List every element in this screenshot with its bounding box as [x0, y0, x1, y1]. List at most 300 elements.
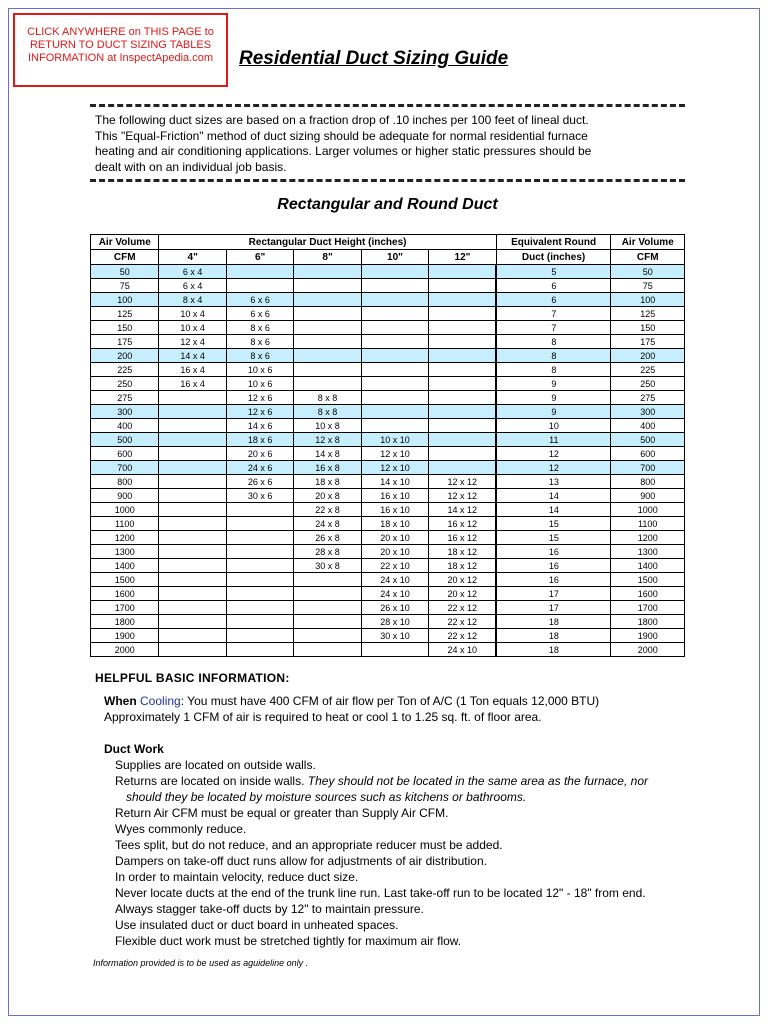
cell-h12: [429, 419, 497, 433]
cell-cfm-r: 225: [611, 363, 685, 377]
cell-cfm: 1800: [91, 615, 159, 629]
cell-cfm-r: 275: [611, 391, 685, 405]
divider-bottom: [90, 179, 685, 182]
approx-line: Approximately 1 CFM of air is required to heat or cool 1 to 1.25 sq. ft. of floor area.: [104, 710, 542, 724]
cell-h4: [159, 517, 226, 531]
cell-h8: [294, 321, 361, 335]
cell-round: 7: [496, 321, 611, 335]
cell-h6: [226, 587, 293, 601]
table-row: [91, 307, 685, 321]
cell-h12: [429, 293, 497, 307]
table-row: [91, 475, 685, 489]
header-air-volume-right: Air Volume: [611, 235, 685, 250]
table-row: [91, 629, 685, 643]
cell-h4: [159, 405, 226, 419]
cell-h8: [294, 265, 361, 279]
cell-h12: [429, 349, 497, 363]
cell-h12: [429, 447, 497, 461]
cell-h6: 30 x 6: [226, 489, 293, 503]
cell-round: 14: [496, 503, 611, 517]
cell-h6: [226, 559, 293, 573]
intro-line: dealt with on an individual job basis.: [95, 159, 287, 174]
cell-h4: [159, 419, 226, 433]
header-rect-height: Rectangular Duct Height (inches): [159, 235, 496, 250]
cell-h4: [159, 601, 226, 615]
cell-cfm: 1900: [91, 629, 159, 643]
header-duct-inches: Duct (inches): [496, 250, 611, 265]
cell-h8: 14 x 8: [294, 447, 361, 461]
header-cfm-right: CFM: [611, 250, 685, 265]
cell-h4: 8 x 4: [159, 293, 226, 307]
cooling-line: [95, 693, 735, 709]
cell-h8: 22 x 8: [294, 503, 361, 517]
cell-h10: 20 x 10: [361, 531, 428, 545]
when-label: When: [104, 694, 137, 708]
cell-h10: [361, 391, 428, 405]
table-row: [91, 349, 685, 363]
cell-h12: 22 x 12: [429, 601, 497, 615]
cell-h8: 8 x 8: [294, 405, 361, 419]
cell-round: 6: [496, 293, 611, 307]
cell-h12: 20 x 12: [429, 587, 497, 601]
cell-h6: [226, 573, 293, 587]
cell-cfm: 125: [91, 307, 159, 321]
cell-h10: 12 x 10: [361, 461, 428, 475]
cell-cfm-r: 200: [611, 349, 685, 363]
cell-h10: 18 x 10: [361, 517, 428, 531]
cell-cfm-r: 1300: [611, 545, 685, 559]
cell-h4: [159, 433, 226, 447]
cell-h12: [429, 405, 497, 419]
header-height-4: 4": [159, 250, 226, 265]
cell-h6: [226, 545, 293, 559]
list-item: Dampers on take-off duct runs allow for adjustments of air distribution.: [115, 854, 487, 868]
cell-h8: [294, 293, 361, 307]
table-row: [91, 335, 685, 349]
cell-cfm-r: 1600: [611, 587, 685, 601]
cell-h8: [294, 587, 361, 601]
returns-plain: Returns are located on inside walls.: [115, 774, 305, 788]
cell-h10: [361, 265, 428, 279]
cell-cfm-r: 2000: [611, 643, 685, 657]
cell-h4: 10 x 4: [159, 307, 226, 321]
cell-h10: [361, 349, 428, 363]
cell-h4: [159, 643, 226, 657]
cell-h10: 16 x 10: [361, 503, 428, 517]
cell-h8: 24 x 8: [294, 517, 361, 531]
cell-h8: 20 x 8: [294, 489, 361, 503]
cell-h6: 8 x 6: [226, 335, 293, 349]
list-item: Flexible duct work must be stretched tightly for maximum air flow.: [115, 934, 462, 948]
cell-h4: 14 x 4: [159, 349, 226, 363]
cell-cfm: 400: [91, 419, 159, 433]
table-row: [91, 615, 685, 629]
cell-cfm: 1700: [91, 601, 159, 615]
table-row: [91, 461, 685, 475]
cell-h10: [361, 321, 428, 335]
cell-h4: [159, 573, 226, 587]
cell-h12: [429, 363, 497, 377]
header-height-6: 6": [226, 250, 293, 265]
cell-cfm-r: 900: [611, 489, 685, 503]
cell-h6: 12 x 6: [226, 391, 293, 405]
table-row: [91, 363, 685, 377]
notice-line-1[interactable]: CLICK ANYWHERE on THIS PAGE to: [27, 26, 214, 38]
cell-cfm-r: 1900: [611, 629, 685, 643]
cell-cfm: 700: [91, 461, 159, 475]
cell-h10: [361, 293, 428, 307]
table-row: [91, 587, 685, 601]
cell-cfm-r: 1700: [611, 601, 685, 615]
table-row: [91, 643, 685, 657]
cell-cfm: 1200: [91, 531, 159, 545]
table-row: [91, 419, 685, 433]
cell-h12: [429, 307, 497, 321]
cell-h10: 10 x 10: [361, 433, 428, 447]
cell-h4: 16 x 4: [159, 363, 226, 377]
header-equiv-round: Equivalent Round: [496, 235, 611, 250]
list-item: Always stagger take-off ducts by 12" to maintain pressure.: [115, 902, 424, 916]
table-row: [91, 293, 685, 307]
cell-cfm: 1500: [91, 573, 159, 587]
duct-table-body: [91, 265, 685, 657]
cell-h6: 12 x 6: [226, 405, 293, 419]
return-link-notice[interactable]: [13, 13, 228, 87]
cell-h10: 30 x 10: [361, 629, 428, 643]
cell-cfm-r: 150: [611, 321, 685, 335]
returns-italic-cont: should they be located by moisture sources such as kitchens or bathrooms.: [126, 790, 527, 804]
cell-h8: 12 x 8: [294, 433, 361, 447]
cell-h6: [226, 279, 293, 293]
table-row: [91, 447, 685, 461]
cell-cfm-r: 600: [611, 447, 685, 461]
cell-h6: 18 x 6: [226, 433, 293, 447]
table-row: [91, 559, 685, 573]
cell-round: 12: [496, 447, 611, 461]
table-row: [91, 405, 685, 419]
cell-cfm: 1400: [91, 559, 159, 573]
cell-h6: [226, 517, 293, 531]
cell-round: 12: [496, 461, 611, 475]
cell-cfm-r: 500: [611, 433, 685, 447]
cell-cfm: 150: [91, 321, 159, 335]
cell-h8: [294, 377, 361, 391]
table-row: [91, 489, 685, 503]
cell-h8: [294, 363, 361, 377]
table-row: [91, 279, 685, 293]
cell-cfm-r: 175: [611, 335, 685, 349]
table-row: [91, 573, 685, 587]
cell-h12: [429, 279, 497, 293]
cell-round: 8: [496, 363, 611, 377]
cell-h4: [159, 461, 226, 475]
cell-h12: [429, 265, 497, 279]
cell-h8: 26 x 8: [294, 531, 361, 545]
cell-cfm: 600: [91, 447, 159, 461]
table-row: [91, 265, 685, 279]
cooling-text: : You must have 400 CFM of air flow per Ton of A/C (1 Ton equals 12,000 BTU): [180, 694, 600, 708]
table-row: [91, 391, 685, 405]
cell-cfm-r: 1400: [611, 559, 685, 573]
cell-h4: [159, 503, 226, 517]
cooling-label: Cooling: [140, 694, 181, 708]
cell-round: 16: [496, 559, 611, 573]
cell-round: 17: [496, 587, 611, 601]
cell-h6: [226, 503, 293, 517]
cell-h10: 26 x 10: [361, 601, 428, 615]
cell-round: 9: [496, 391, 611, 405]
cell-round: 8: [496, 335, 611, 349]
disclaimer: Information provided is to be used as aguideline only .: [93, 958, 309, 968]
cell-h8: [294, 601, 361, 615]
list-item: Supplies are located on outside walls.: [115, 758, 316, 772]
cell-cfm: 1100: [91, 517, 159, 531]
cell-h6: 8 x 6: [226, 321, 293, 335]
cell-cfm: 50: [91, 265, 159, 279]
cell-h4: [159, 629, 226, 643]
cell-cfm: 100: [91, 293, 159, 307]
cell-cfm-r: 1500: [611, 573, 685, 587]
cell-h12: 14 x 12: [429, 503, 497, 517]
cell-h8: [294, 643, 361, 657]
cell-h10: 14 x 10: [361, 475, 428, 489]
cell-h8: [294, 335, 361, 349]
intro-line: heating and air conditioning applications. Larger volumes or higher static pressures should be: [95, 144, 592, 158]
cell-h12: 24 x 10: [429, 643, 497, 657]
cell-h6: [226, 601, 293, 615]
ductwork-list: [115, 757, 735, 949]
cell-h10: [361, 363, 428, 377]
notice-line-2[interactable]: RETURN TO DUCT SIZING TABLES: [29, 39, 212, 51]
cell-cfm: 250: [91, 377, 159, 391]
notice-line-3[interactable]: INFORMATION at InspectApedia.com: [27, 52, 214, 64]
table-subtitle: Rectangular and Round Duct: [277, 196, 498, 213]
cell-h10: [361, 643, 428, 657]
list-item: Use insulated duct or duct board in unheated spaces.: [115, 918, 399, 932]
cell-round: 17: [496, 601, 611, 615]
cell-h12: 20 x 12: [429, 573, 497, 587]
cell-cfm-r: 125: [611, 307, 685, 321]
cell-h8: 28 x 8: [294, 545, 361, 559]
cell-cfm-r: 100: [611, 293, 685, 307]
cell-h4: [159, 545, 226, 559]
cell-round: 5: [496, 265, 611, 279]
cell-h12: 22 x 12: [429, 615, 497, 629]
cell-h12: [429, 321, 497, 335]
cell-h6: [226, 265, 293, 279]
cell-h10: 28 x 10: [361, 615, 428, 629]
table-row: [91, 321, 685, 335]
header-height-8: 8": [294, 250, 361, 265]
cell-h10: 24 x 10: [361, 573, 428, 587]
cell-cfm-r: 1100: [611, 517, 685, 531]
intro-line: The following duct sizes are based on a fraction drop of .10 inches per 100 feet of lineal duct.: [95, 113, 589, 127]
divider-top: [90, 104, 685, 107]
cell-h8: [294, 279, 361, 293]
cell-h4: [159, 531, 226, 545]
cell-h12: 18 x 12: [429, 545, 497, 559]
cell-cfm-r: 800: [611, 475, 685, 489]
cell-h10: 22 x 10: [361, 559, 428, 573]
cell-cfm: 1000: [91, 503, 159, 517]
cell-cfm: 200: [91, 349, 159, 363]
intro-paragraph: [95, 113, 685, 175]
cell-h4: [159, 447, 226, 461]
cell-cfm-r: 1000: [611, 503, 685, 517]
cell-h12: 12 x 12: [429, 475, 497, 489]
cell-cfm: 500: [91, 433, 159, 447]
list-item: Wyes commonly reduce.: [115, 822, 247, 836]
cell-h12: [429, 377, 497, 391]
cell-h6: 10 x 6: [226, 363, 293, 377]
table-row: [91, 545, 685, 559]
cell-h6: 20 x 6: [226, 447, 293, 461]
cell-h6: 8 x 6: [226, 349, 293, 363]
header-height-12: 12": [429, 250, 497, 265]
cell-cfm: 800: [91, 475, 159, 489]
cell-h6: 26 x 6: [226, 475, 293, 489]
cell-round: 9: [496, 405, 611, 419]
ductwork-heading: Duct Work: [104, 742, 164, 756]
cell-round: 14: [496, 489, 611, 503]
cell-cfm-r: 75: [611, 279, 685, 293]
cell-h8: 8 x 8: [294, 391, 361, 405]
cell-h6: 24 x 6: [226, 461, 293, 475]
cell-h12: 18 x 12: [429, 559, 497, 573]
cell-h4: [159, 475, 226, 489]
list-item: Tees split, but do not reduce, and an appropriate reducer must be added.: [115, 838, 503, 852]
cell-h10: [361, 335, 428, 349]
page-title: Residential Duct Sizing Guide: [239, 48, 509, 69]
list-item: In order to maintain velocity, reduce duct size.: [115, 870, 359, 884]
info-heading: HELPFUL BASIC INFORMATION:: [95, 671, 290, 685]
cell-h6: [226, 629, 293, 643]
cell-cfm: 1300: [91, 545, 159, 559]
cell-round: 8: [496, 349, 611, 363]
cell-round: 16: [496, 573, 611, 587]
cell-h8: [294, 573, 361, 587]
cell-h8: [294, 615, 361, 629]
cell-cfm: 225: [91, 363, 159, 377]
cell-cfm-r: 50: [611, 265, 685, 279]
header-air-volume: Air Volume: [91, 235, 159, 250]
table-row: [91, 517, 685, 531]
cell-round: 13: [496, 475, 611, 489]
cell-h4: [159, 489, 226, 503]
cell-h6: [226, 643, 293, 657]
cell-round: 15: [496, 517, 611, 531]
cell-h10: 24 x 10: [361, 587, 428, 601]
cell-round: 15: [496, 531, 611, 545]
table-row: [91, 433, 685, 447]
cell-cfm-r: 250: [611, 377, 685, 391]
cell-h10: 12 x 10: [361, 447, 428, 461]
header-cfm: CFM: [91, 250, 159, 265]
cell-h12: [429, 335, 497, 349]
cell-h4: 16 x 4: [159, 377, 226, 391]
cell-cfm: 300: [91, 405, 159, 419]
cell-cfm: 2000: [91, 643, 159, 657]
cell-h10: 20 x 10: [361, 545, 428, 559]
cell-h4: 10 x 4: [159, 321, 226, 335]
cell-h12: 12 x 12: [429, 489, 497, 503]
table-row: [91, 377, 685, 391]
cell-h8: [294, 349, 361, 363]
cell-h8: 10 x 8: [294, 419, 361, 433]
cell-h10: [361, 419, 428, 433]
cell-h8: 18 x 8: [294, 475, 361, 489]
header-height-10: 10": [361, 250, 428, 265]
cell-h6: 6 x 6: [226, 307, 293, 321]
list-item: Never locate ducts at the end of the trunk line run. Last take-off run to be located 12" - 18" from end.: [115, 886, 646, 900]
cell-h8: 16 x 8: [294, 461, 361, 475]
cell-cfm-r: 1800: [611, 615, 685, 629]
cell-h6: 10 x 6: [226, 377, 293, 391]
cell-h10: [361, 279, 428, 293]
cell-h10: [361, 377, 428, 391]
cell-round: 10: [496, 419, 611, 433]
cell-h12: [429, 433, 497, 447]
cell-cfm-r: 1200: [611, 531, 685, 545]
cell-cfm: 1600: [91, 587, 159, 601]
cell-h6: 14 x 6: [226, 419, 293, 433]
table-row: [91, 503, 685, 517]
cell-h12: 22 x 12: [429, 629, 497, 643]
cell-h12: 16 x 12: [429, 517, 497, 531]
cell-h4: 6 x 4: [159, 265, 226, 279]
cell-round: 9: [496, 377, 611, 391]
returns-italic: They should not be located in the same area as the furnace, nor: [307, 774, 648, 788]
cell-cfm: 900: [91, 489, 159, 503]
cell-h4: 6 x 4: [159, 279, 226, 293]
cell-round: 16: [496, 545, 611, 559]
cell-cfm: 275: [91, 391, 159, 405]
cell-round: 18: [496, 615, 611, 629]
intro-line: This "Equal-Friction" method of duct sizing should be adequate for normal residential furnace: [95, 128, 588, 143]
cell-h4: 12 x 4: [159, 335, 226, 349]
cell-round: 11: [496, 433, 611, 447]
cell-h6: 6 x 6: [226, 293, 293, 307]
list-item: Return Air CFM must be equal or greater than Supply Air CFM.: [115, 806, 449, 820]
cell-cfm-r: 300: [611, 405, 685, 419]
cell-cfm: 75: [91, 279, 159, 293]
cell-cfm-r: 700: [611, 461, 685, 475]
cell-h8: 30 x 8: [294, 559, 361, 573]
duct-size-table: [90, 234, 685, 657]
cell-cfm: 175: [91, 335, 159, 349]
table-row: [91, 531, 685, 545]
cell-h10: 16 x 10: [361, 489, 428, 503]
cell-h4: [159, 615, 226, 629]
cell-h10: [361, 405, 428, 419]
cell-round: 7: [496, 307, 611, 321]
table-row: [91, 601, 685, 615]
cell-h4: [159, 559, 226, 573]
cell-h12: 16 x 12: [429, 531, 497, 545]
cell-h6: [226, 531, 293, 545]
cell-round: 18: [496, 629, 611, 643]
cell-h12: [429, 461, 497, 475]
cell-h8: [294, 629, 361, 643]
cell-h6: [226, 615, 293, 629]
list-item: [115, 773, 735, 805]
helpful-info-section: [95, 671, 735, 949]
cell-h8: [294, 307, 361, 321]
cell-h12: [429, 391, 497, 405]
cell-h4: [159, 587, 226, 601]
cell-h4: [159, 391, 226, 405]
cell-cfm-r: 400: [611, 419, 685, 433]
